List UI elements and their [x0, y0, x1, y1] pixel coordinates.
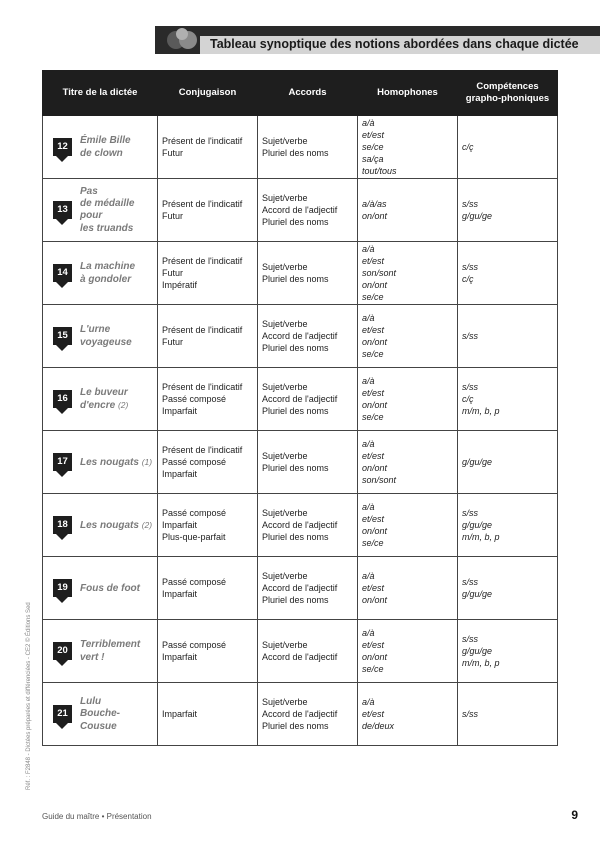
homophones-cell: a/à et/est son/sont on/ont se/ce — [358, 242, 458, 305]
dictee-number-badge: 19 — [53, 579, 72, 597]
accords-cell: Sujet/verbe Accord de l'adjectif Pluriel des noms — [258, 683, 358, 746]
conjugaison-cell: Passé composé Imparfait Plus-que-parfait — [158, 494, 258, 557]
dictee-title: Les nougats (2) — [80, 519, 153, 531]
conjugaison-cell: Présent de l'indicatif Futur — [158, 116, 258, 179]
title-cell — [43, 305, 158, 368]
column-header-accords: Accords — [258, 71, 358, 116]
accords-cell: Sujet/verbe Pluriel des noms — [258, 116, 358, 179]
homophones-cell: a/à et/est on/ont se/ce — [358, 305, 458, 368]
homophones-cell: a/à et/est se/ce sa/ça tout/tous — [358, 116, 458, 179]
homophones-cell: a/à et/est de/deux — [358, 683, 458, 746]
competences-cell: s/ss g/gu/ge m/m, b, p — [458, 620, 558, 683]
competences-cell: g/gu/ge — [458, 431, 558, 494]
column-header-conjugaison: Conjugaison — [158, 71, 258, 116]
conjugaison-cell: Présent de l'indicatif Passé composé Imparfait — [158, 431, 258, 494]
dictee-number-badge: 13 — [53, 201, 72, 219]
conjugaison-cell: Présent de l'indicatif Futur — [158, 305, 258, 368]
title-cell — [43, 116, 158, 179]
homophones-cell: a/à et/est on/ont son/sont — [358, 431, 458, 494]
conjugaison-cell: Passé composé Imparfait — [158, 620, 258, 683]
competences-cell: s/ss g/gu/ge m/m, b, p — [458, 494, 558, 557]
table-row — [43, 116, 558, 179]
dictee-title: Émile Bille de clown — [80, 134, 131, 159]
dictee-title: La machine à gondoler — [80, 260, 136, 285]
dictee-number-badge: 21 — [53, 705, 72, 723]
competences-cell: s/ss c/ç — [458, 242, 558, 305]
dictee-title: Terriblement vert ! — [80, 638, 141, 663]
dictee-title: Fous de foot — [80, 582, 140, 594]
dictee-number-badge: 15 — [53, 327, 72, 345]
table-row — [43, 368, 558, 431]
dictee-number-badge: 20 — [53, 642, 72, 660]
conjugaison-cell: Imparfait — [158, 683, 258, 746]
competences-cell: s/ss — [458, 683, 558, 746]
dictee-number-badge: 17 — [53, 453, 72, 471]
footer-text: Guide du maître • Présentation — [42, 812, 152, 821]
page-title: Tableau synoptique des notions abordées dans chaque dictée — [210, 37, 579, 51]
competences-cell: s/ss g/gu/ge — [458, 179, 558, 242]
dictee-number-badge: 14 — [53, 264, 72, 282]
dictee-title: Les nougats (1) — [80, 456, 153, 468]
table-row — [43, 683, 558, 746]
table-row — [43, 494, 558, 557]
accords-cell: Sujet/verbe Accord de l'adjectif Pluriel des noms — [258, 179, 358, 242]
dictee-number-badge: 18 — [53, 516, 72, 534]
dictee-number-badge: 12 — [53, 138, 72, 156]
conjugaison-cell: Présent de l'indicatif Futur — [158, 179, 258, 242]
competences-cell: s/ss — [458, 305, 558, 368]
column-header-competences: Compétences grapho-phoniques — [458, 71, 558, 116]
table-row — [43, 557, 558, 620]
homophones-cell: a/à et/est on/ont — [358, 557, 458, 620]
dictee-title: L'urne voyageuse — [80, 323, 132, 348]
reference-side-text: Réf. : F2848 - Dictées préparées et différenciées - CE2 © Éditions Sed — [26, 602, 32, 790]
accords-cell: Sujet/verbe Accord de l'adjectif Pluriel des noms — [258, 305, 358, 368]
conjugaison-cell: Présent de l'indicatif Passé composé Imparfait — [158, 368, 258, 431]
accords-cell: Sujet/verbe Accord de l'adjectif Pluriel des noms — [258, 557, 358, 620]
competences-cell: c/ç — [458, 116, 558, 179]
column-header-homophones: Homophones — [358, 71, 458, 116]
title-cell — [43, 368, 158, 431]
page-number: 9 — [571, 808, 578, 822]
title-cell — [43, 242, 158, 305]
homophones-cell: a/à/as on/ont — [358, 179, 458, 242]
competences-cell: s/ss g/gu/ge — [458, 557, 558, 620]
conjugaison-cell: Passé composé Imparfait — [158, 557, 258, 620]
accords-cell: Sujet/verbe Accord de l'adjectif Pluriel des noms — [258, 494, 358, 557]
accords-cell: Sujet/verbe Pluriel des noms — [258, 242, 358, 305]
homophones-cell: a/à et/est on/ont se/ce — [358, 494, 458, 557]
table-row — [43, 305, 558, 368]
conjugaison-cell: Présent de l'indicatif Futur Impératif — [158, 242, 258, 305]
accords-cell: Sujet/verbe Pluriel des noms — [258, 431, 358, 494]
title-cell — [43, 179, 158, 242]
accords-cell: Sujet/verbe Accord de l'adjectif Pluriel des noms — [258, 368, 358, 431]
table-row — [43, 179, 558, 242]
title-cell — [43, 494, 158, 557]
dictee-title: Pas de médaille pour les truands — [80, 185, 135, 234]
table-row — [43, 242, 558, 305]
table-row — [43, 620, 558, 683]
dictee-title: Lulu Bouche-Cousue — [80, 695, 120, 732]
column-header-titre: Titre de la dictée — [43, 71, 158, 116]
table-row — [43, 431, 558, 494]
table-header-row — [43, 71, 558, 116]
title-cell — [43, 620, 158, 683]
dictee-number-badge: 16 — [53, 390, 72, 408]
title-cell — [43, 557, 158, 620]
title-cell — [43, 683, 158, 746]
homophones-cell: a/à et/est on/ont se/ce — [358, 620, 458, 683]
title-cell — [43, 431, 158, 494]
accords-cell: Sujet/verbe Accord de l'adjectif — [258, 620, 358, 683]
dictee-title: Le buveur d'encre (2) — [80, 386, 129, 411]
synoptic-table — [42, 70, 558, 746]
competences-cell: s/ss c/ç m/m, b, p — [458, 368, 558, 431]
logo-icon — [166, 26, 200, 54]
homophones-cell: a/à et/est on/ont se/ce — [358, 368, 458, 431]
